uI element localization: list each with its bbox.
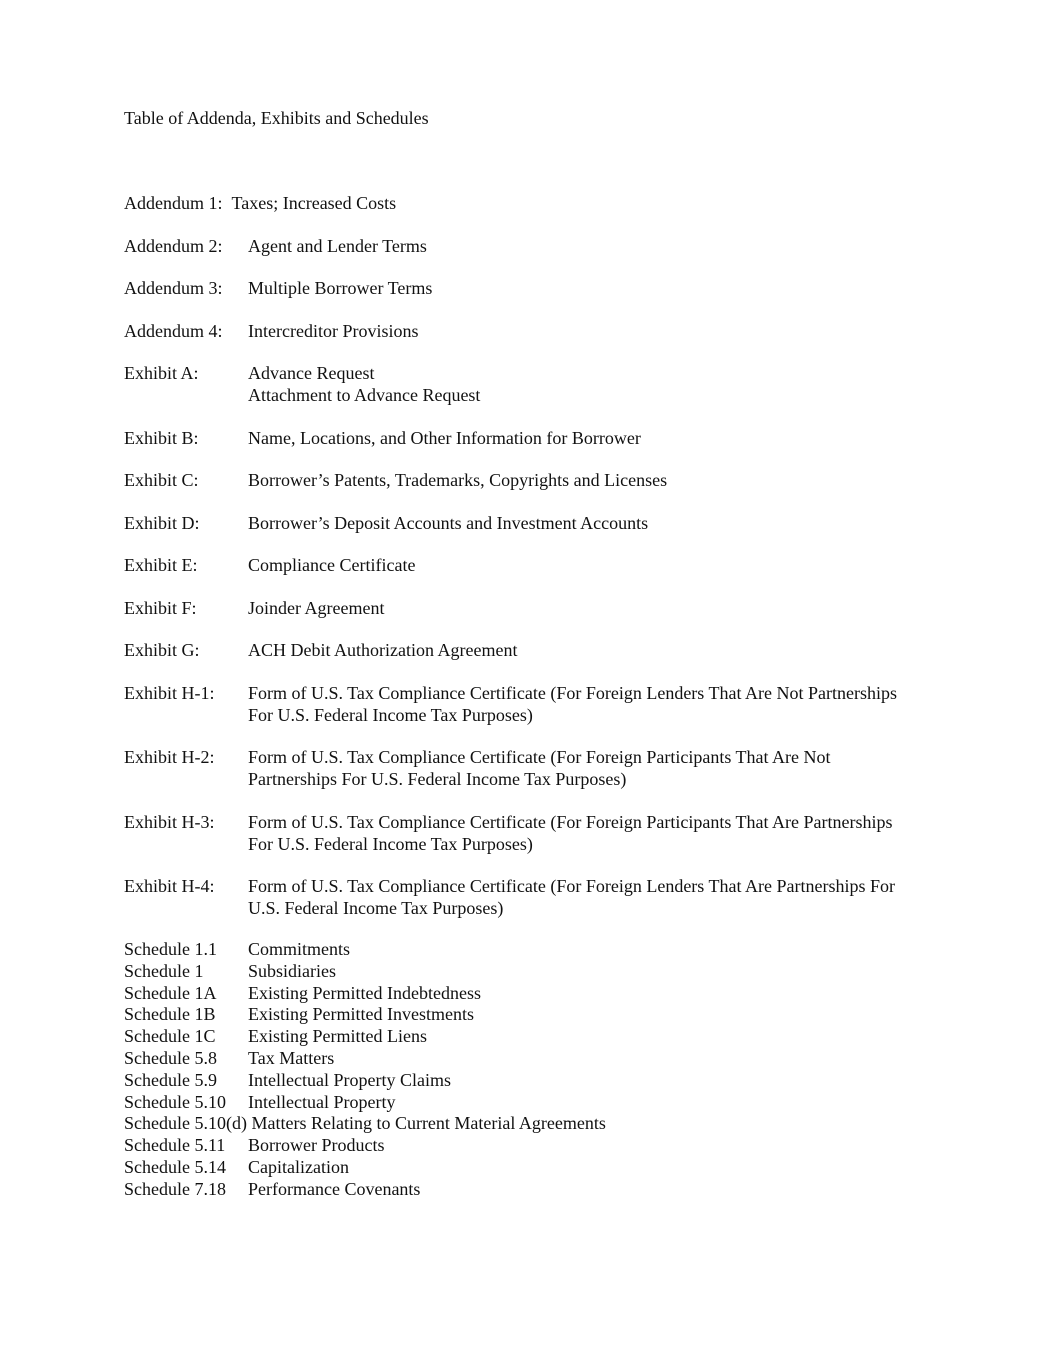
entry-text-line: U.S. Federal Income Tax Purposes) — [248, 898, 504, 918]
entry-text-line: Compliance Certificate — [248, 555, 416, 575]
entry-description — [248, 235, 944, 257]
entry-description — [248, 469, 944, 491]
schedule-label: Schedule 5.14 — [124, 1156, 226, 1177]
schedule-row — [124, 1047, 944, 1069]
entry-text-line: Form of U.S. Tax Compliance Certificate (For Foreign Lenders That Are Not Partnerships — [248, 682, 897, 703]
entry-label: Addendum 4: — [124, 320, 223, 341]
entry-description — [248, 427, 944, 449]
schedule-row — [124, 982, 944, 1004]
entry-label: Exhibit H-2: — [124, 747, 215, 767]
entry-label: Exhibit H-3: — [124, 811, 215, 832]
page-title: Table of Addenda, Exhibits and Schedules — [124, 108, 429, 128]
list-item — [124, 682, 944, 726]
entry-label: Exhibit D: — [124, 512, 200, 533]
schedule-title: Intellectual Property — [248, 1091, 396, 1112]
schedule-title: Borrower Products — [248, 1135, 385, 1156]
schedule-label: Schedule 1C — [124, 1026, 216, 1047]
schedule-title: Existing Permitted Liens — [248, 1026, 427, 1047]
entry-description — [248, 682, 944, 726]
schedule-label: Schedule 1.1 — [124, 939, 217, 959]
schedule-title: Subsidiaries — [248, 960, 336, 981]
entry-description — [248, 362, 944, 406]
entry-text-line: Advance Request — [248, 363, 375, 383]
schedule-label: Schedule 5.8 — [124, 1047, 217, 1068]
schedule-label: Schedule 5.11 — [124, 1135, 226, 1156]
entry-text-line: Partnerships For U.S. Federal Income Tax Purposes) — [248, 769, 627, 789]
addendum-1-entry — [124, 192, 944, 214]
entry-description — [248, 597, 944, 619]
schedule-row — [124, 1178, 944, 1200]
entry-text-line: Form of U.S. Tax Compliance Certificate (For Foreign Lenders That Are Partnerships For — [248, 876, 895, 896]
list-item — [124, 469, 944, 491]
schedule-label: Schedule 1 — [124, 960, 204, 981]
schedules-list — [124, 938, 944, 1200]
schedule-row — [124, 1025, 944, 1047]
schedule-title: Existing Permitted Investments — [248, 1004, 474, 1025]
entry-description — [248, 875, 944, 919]
entry-label: Addendum 2: — [124, 235, 223, 256]
entry-text-line: Agent and Lender Terms — [248, 235, 427, 256]
list-item — [124, 746, 944, 790]
entry-description — [248, 811, 944, 855]
list-item — [124, 597, 944, 619]
entry-description — [248, 512, 944, 534]
schedule-label: Schedule 1A — [124, 982, 217, 1003]
entry-text-line: Name, Locations, and Other Information for Borrower — [248, 427, 641, 448]
schedule-row — [124, 1112, 944, 1134]
entry-text-line: Borrower’s Patents, Trademarks, Copyrights and Licenses — [248, 470, 668, 490]
entry-label: Addendum 3: — [124, 278, 223, 298]
entry-label: Exhibit B: — [124, 427, 199, 448]
entry-label: Exhibit F: — [124, 597, 197, 618]
entry-description — [248, 277, 944, 299]
entry-text-line: Form of U.S. Tax Compliance Certificate (For Foreign Participants That Are Partnerships — [248, 811, 893, 832]
schedule-row — [124, 960, 944, 982]
list-item — [124, 427, 944, 449]
entry-description — [248, 639, 944, 661]
entry-text-line: Borrower’s Deposit Accounts and Investment Accounts — [248, 512, 649, 533]
entry-label: Addendum 1: — [124, 193, 223, 213]
schedule-title: Existing Permitted Indebtedness — [248, 982, 481, 1003]
list-item — [124, 512, 944, 534]
schedule-title: Capitalization — [248, 1156, 349, 1177]
schedule-title: Matters Relating to Current Material Agreements — [251, 1113, 606, 1134]
entry-label: Exhibit C: — [124, 470, 199, 490]
schedule-row — [124, 1156, 944, 1178]
list-item — [124, 362, 944, 406]
schedule-row — [124, 1069, 944, 1091]
entry-label: Exhibit H-1: — [124, 682, 215, 703]
entry-text: Taxes; Increased Costs — [231, 193, 397, 213]
schedule-row — [124, 938, 944, 960]
entry-text-line: Attachment to Advance Request — [248, 385, 481, 405]
entry-label: Exhibit A: — [124, 363, 199, 383]
list-item — [124, 277, 944, 299]
schedule-row — [124, 1091, 944, 1113]
schedule-title: Tax Matters — [248, 1047, 335, 1068]
entry-text-line: ACH Debit Authorization Agreement — [248, 640, 518, 660]
schedule-row — [124, 1134, 944, 1156]
list-item — [124, 235, 944, 257]
schedule-label: Schedule 7.18 — [124, 1178, 226, 1199]
schedule-label: Schedule 5.9 — [124, 1069, 217, 1090]
list-item — [124, 811, 944, 855]
entry-text-line: For U.S. Federal Income Tax Purposes) — [248, 833, 533, 854]
entry-description — [248, 746, 944, 790]
list-item — [124, 554, 944, 576]
entry-label: Exhibit G: — [124, 640, 200, 660]
schedule-title: Commitments — [248, 939, 351, 959]
entry-label: Exhibit H-4: — [124, 876, 215, 896]
schedule-title: Intellectual Property Claims — [248, 1069, 451, 1090]
list-item — [124, 639, 944, 661]
schedule-row — [124, 1003, 944, 1025]
entry-text-line: For U.S. Federal Income Tax Purposes) — [248, 704, 533, 725]
entry-text-line: Form of U.S. Tax Compliance Certificate (For Foreign Participants That Are Not — [248, 747, 831, 767]
entry-text-line: Intercreditor Provisions — [248, 320, 419, 341]
addenda-exhibits-list — [124, 192, 944, 940]
list-item — [124, 320, 944, 342]
list-item — [124, 875, 944, 919]
entry-label: Exhibit E: — [124, 555, 198, 575]
schedule-title: Performance Covenants — [248, 1178, 421, 1199]
schedule-label: Schedule 5.10 — [124, 1091, 226, 1112]
entry-description — [248, 320, 944, 342]
entry-text-line: Multiple Borrower Terms — [248, 278, 433, 298]
entry-description — [248, 554, 944, 576]
schedule-label: Schedule 5.10(d) — [124, 1113, 247, 1134]
schedule-label: Schedule 1B — [124, 1004, 216, 1025]
entry-text-line: Joinder Agreement — [248, 597, 385, 618]
